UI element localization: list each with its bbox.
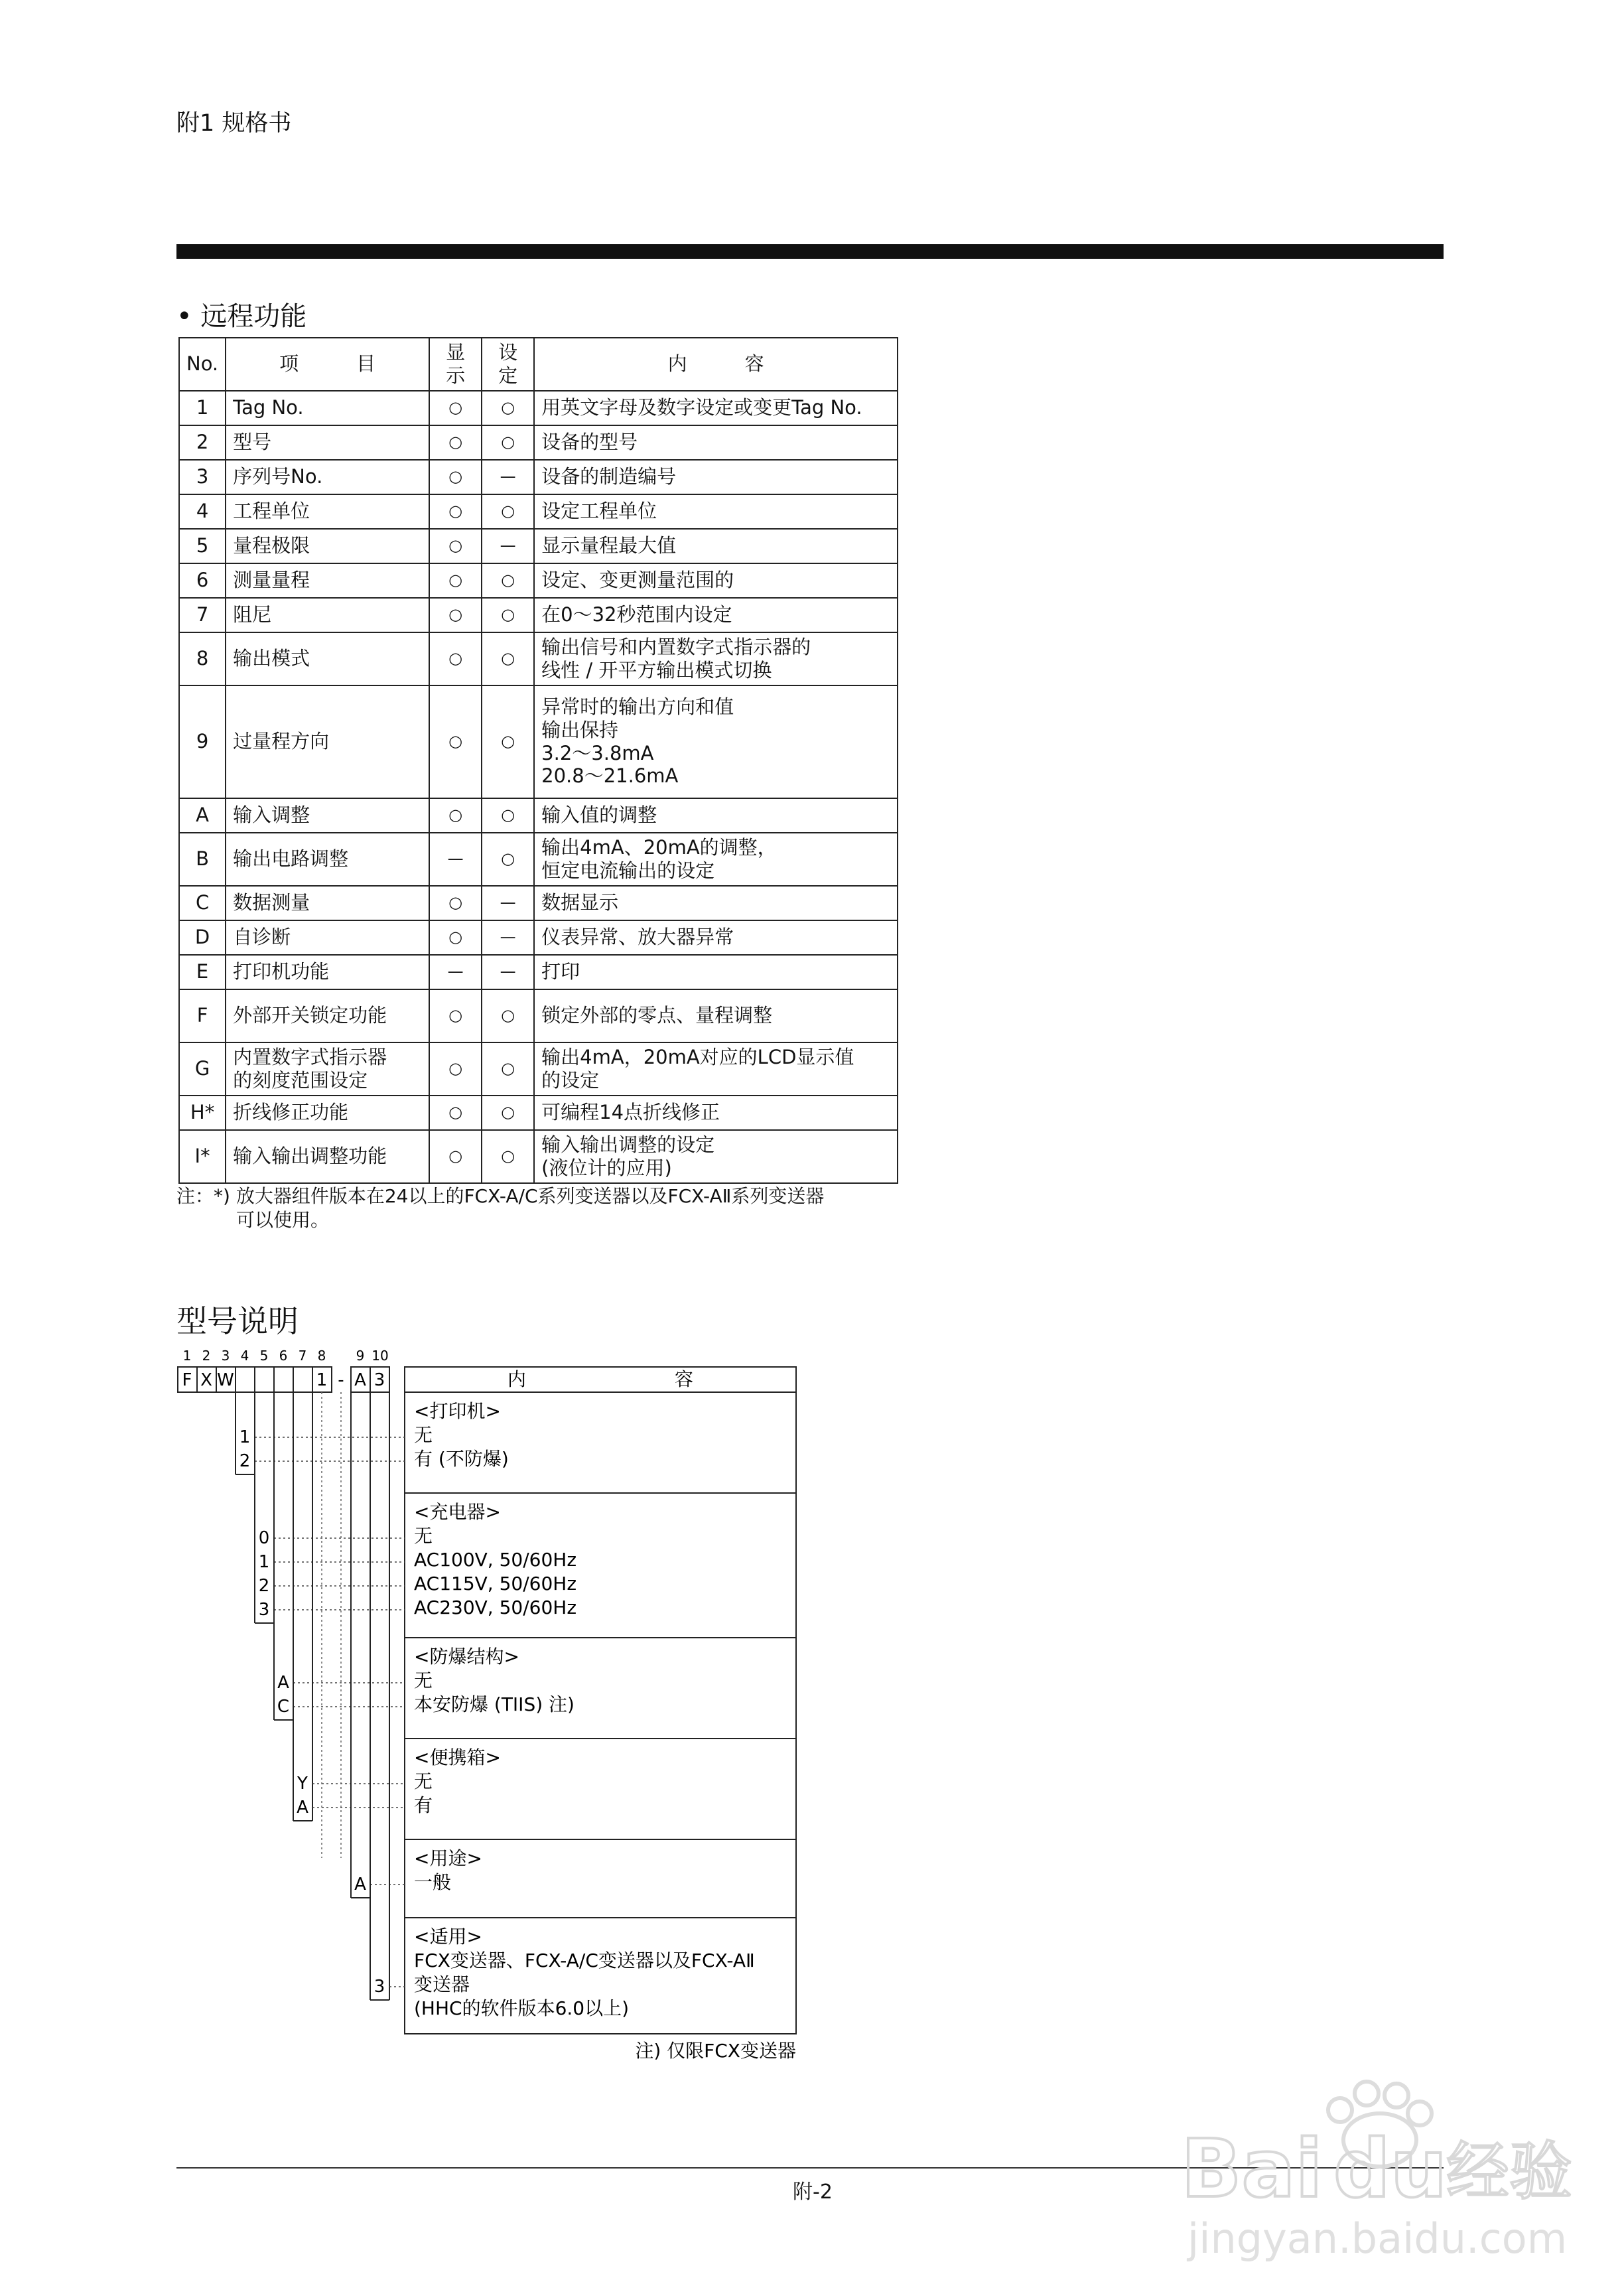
section-title-remote: • 远程功能 <box>176 301 307 332</box>
row-setting: — <box>482 529 534 563</box>
section-title-model: 型号说明 <box>176 1303 299 1339</box>
row-no: 6 <box>179 563 226 598</box>
row-setting: ○ <box>482 563 534 598</box>
group-code: 1 <box>258 1552 270 1572</box>
code-box <box>274 1367 293 1392</box>
model-code-diagram <box>172 1340 836 2084</box>
group-item: 有 (不防爆) <box>414 1448 509 1470</box>
col-item: 项 目 <box>226 338 429 391</box>
group-item: AC115V, 50/60Hz <box>414 1573 577 1595</box>
row-item: 输入输出调整功能 <box>226 1130 429 1183</box>
table-row <box>179 685 898 798</box>
row-item: 序列号No. <box>226 460 429 494</box>
row-content: 输出4mA，20mA对应的LCD显示值 的设定 <box>534 1042 898 1096</box>
row-item: 输出电路调整 <box>226 833 429 886</box>
group-code: 0 <box>258 1528 270 1548</box>
group-item: 无 <box>414 1525 433 1547</box>
row-content: 仪表异常、放大器异常 <box>534 920 898 955</box>
col-display: 显示 <box>429 338 482 391</box>
code-char: A <box>354 1370 366 1390</box>
table-row <box>179 529 898 563</box>
row-content: 在0～32秒范围内设定 <box>534 598 898 632</box>
table-row <box>179 425 898 460</box>
group-title: <便携箱> <box>414 1746 501 1768</box>
baidu-watermark <box>1174 2064 1586 2263</box>
row-setting: — <box>482 460 534 494</box>
code-char: W <box>217 1370 234 1390</box>
row-item: 过量程方向 <box>226 685 429 798</box>
row-display: ○ <box>429 920 482 955</box>
group-code: A <box>354 1875 366 1894</box>
col-setting: 设定 <box>482 338 534 391</box>
digit-label: 6 <box>279 1348 288 1364</box>
group-code: 3 <box>373 1977 385 1997</box>
row-display: ○ <box>429 1130 482 1183</box>
row-setting: ○ <box>482 798 534 833</box>
row-setting: ○ <box>482 989 534 1042</box>
row-no: C <box>179 886 226 920</box>
row-setting: ○ <box>482 425 534 460</box>
row-display: ○ <box>429 632 482 685</box>
page-number: 附-2 <box>793 2180 833 2204</box>
table-row <box>179 886 898 920</box>
row-content: 输入输出调整的设定 (液位计的应用) <box>534 1130 898 1183</box>
row-item: 内置数字式指示器 的刻度范围设定 <box>226 1042 429 1096</box>
row-item: Tag No. <box>226 391 429 425</box>
row-item: 打印机功能 <box>226 955 429 989</box>
group-title: <防爆结构> <box>414 1646 519 1668</box>
table-row <box>179 391 898 425</box>
row-setting: ○ <box>482 632 534 685</box>
row-item: 测量量程 <box>226 563 429 598</box>
digit-label: 2 <box>202 1348 211 1364</box>
group-code: 2 <box>258 1576 270 1596</box>
row-no: 9 <box>179 685 226 798</box>
group-item: 变送器 <box>414 1973 470 1995</box>
row-no: I* <box>179 1130 226 1183</box>
table-row <box>179 598 898 632</box>
digit-label: 10 <box>372 1348 389 1364</box>
group-code: A <box>297 1798 308 1817</box>
row-display: ○ <box>429 798 482 833</box>
row-item: 折线修正功能 <box>226 1096 429 1130</box>
row-display: ○ <box>429 425 482 460</box>
row-display: ○ <box>429 685 482 798</box>
row-display: ○ <box>429 1042 482 1096</box>
row-content: 打印 <box>534 955 898 989</box>
row-content: 锁定外部的零点、量程调整 <box>534 989 898 1042</box>
table-row <box>179 494 898 529</box>
row-setting: ○ <box>482 1096 534 1130</box>
page-header: 附1 规格书 <box>176 110 292 137</box>
row-content: 可编程14点折线修正 <box>534 1096 898 1130</box>
row-setting: — <box>482 955 534 989</box>
row-setting: ○ <box>482 1130 534 1183</box>
remote-function-table <box>178 337 898 1184</box>
row-item: 工程单位 <box>226 494 429 529</box>
digit-label: 9 <box>356 1348 365 1364</box>
row-content: 设备的型号 <box>534 425 898 460</box>
digit-label: 8 <box>317 1348 326 1364</box>
row-setting: — <box>482 920 534 955</box>
table-row <box>179 460 898 494</box>
digit-label: 3 <box>221 1348 230 1364</box>
row-item: 阻尼 <box>226 598 429 632</box>
row-content: 输出信号和内置数字式指示器的 线性 / 开平方输出模式切换 <box>534 632 898 685</box>
row-setting: ○ <box>482 391 534 425</box>
row-content: 显示量程最大值 <box>534 529 898 563</box>
content-header: 内 容 <box>507 1368 694 1390</box>
watermark-url: jingyan.baidu.com <box>1187 2214 1568 2263</box>
row-display: ○ <box>429 1096 482 1130</box>
code-box <box>293 1367 312 1392</box>
watermark-brand: Bai <box>1181 2123 1323 2216</box>
row-item: 输出模式 <box>226 632 429 685</box>
row-display: ○ <box>429 563 482 598</box>
row-item: 数据测量 <box>226 886 429 920</box>
row-setting: — <box>482 886 534 920</box>
code-char: F <box>182 1370 192 1390</box>
group-item: AC230V, 50/60Hz <box>414 1597 577 1618</box>
row-setting: ○ <box>482 598 534 632</box>
group-item: 本安防爆 (TIIS) 注) <box>414 1693 575 1715</box>
table-note <box>176 1184 824 1233</box>
row-content: 设定工程单位 <box>534 494 898 529</box>
row-content: 异常时的输出方向和值 输出保持 3.2～3.8mA 20.8～21.6mA <box>534 685 898 798</box>
group-item: 无 <box>414 1670 433 1691</box>
digit-label: 1 <box>182 1348 192 1364</box>
table-row <box>179 989 898 1042</box>
row-no: E <box>179 955 226 989</box>
row-no: 2 <box>179 425 226 460</box>
group-code: 1 <box>239 1427 251 1447</box>
row-setting: ○ <box>482 1042 534 1096</box>
code-char: X <box>200 1370 212 1390</box>
row-no: 8 <box>179 632 226 685</box>
group-item: 无 <box>414 1424 433 1446</box>
code-char: 3 <box>373 1370 385 1390</box>
table-row <box>179 920 898 955</box>
row-display: — <box>429 833 482 886</box>
note-line-2: 可以使用。 <box>236 1209 330 1232</box>
group-code: 2 <box>239 1451 251 1471</box>
row-no: 4 <box>179 494 226 529</box>
row-no: G <box>179 1042 226 1096</box>
row-content: 数据显示 <box>534 886 898 920</box>
code-char: 1 <box>316 1370 328 1390</box>
table-row <box>179 563 898 598</box>
row-display: ○ <box>429 391 482 425</box>
row-item: 量程极限 <box>226 529 429 563</box>
table-row <box>179 1042 898 1096</box>
col-no: No. <box>179 338 226 391</box>
row-no: 3 <box>179 460 226 494</box>
row-no: 5 <box>179 529 226 563</box>
group-title: <充电器> <box>414 1501 501 1523</box>
digit-label: 5 <box>259 1348 269 1364</box>
row-display: ○ <box>429 494 482 529</box>
code-char: - <box>338 1370 344 1390</box>
table-row <box>179 798 898 833</box>
row-item: 外部开关锁定功能 <box>226 989 429 1042</box>
row-content: 输出4mA、20mA的调整， 恒定电流输出的设定 <box>534 833 898 886</box>
row-no: 1 <box>179 391 226 425</box>
group-item: 无 <box>414 1770 433 1792</box>
row-content: 设定、变更测量范围的 <box>534 563 898 598</box>
row-setting: ○ <box>482 494 534 529</box>
row-item: 输入调整 <box>226 798 429 833</box>
row-content: 用英文字母及数字设定或变更Tag No. <box>534 391 898 425</box>
note-line-1: 注：*) 放大器组件版本在24以上的FCX-A/C系列变送器以及FCX-AⅡ系列变送器 <box>176 1185 825 1207</box>
group-code: A <box>277 1673 289 1693</box>
group-title: <适用> <box>414 1926 482 1948</box>
digit-label: 7 <box>298 1348 307 1364</box>
row-item: 自诊断 <box>226 920 429 955</box>
row-item: 型号 <box>226 425 429 460</box>
row-display: ○ <box>429 529 482 563</box>
code-box <box>255 1367 274 1392</box>
row-no: 7 <box>179 598 226 632</box>
col-content: 内 容 <box>534 338 898 391</box>
code-box <box>236 1367 255 1392</box>
watermark-brand-2: du <box>1333 2123 1448 2216</box>
group-item: 有 <box>414 1794 433 1816</box>
watermark-brand-3: 经验 <box>1446 2135 1573 2208</box>
row-no: B <box>179 833 226 886</box>
table-row <box>179 632 898 685</box>
group-item: FCX变送器、FCX-A/C变送器以及FCX-AⅡ <box>414 1950 755 1971</box>
top-rule <box>176 244 1444 259</box>
row-display: ○ <box>429 989 482 1042</box>
model-footnote: 注) 仅限FCX变送器 <box>635 2040 796 2062</box>
table-row <box>179 955 898 989</box>
row-no: A <box>179 798 226 833</box>
row-setting: ○ <box>482 685 534 798</box>
row-display: ○ <box>429 460 482 494</box>
group-item: 一般 <box>414 1871 452 1893</box>
row-no: D <box>179 920 226 955</box>
digit-label: 4 <box>240 1348 249 1364</box>
group-code: C <box>277 1697 290 1717</box>
row-content: 输入值的调整 <box>534 798 898 833</box>
row-no: H* <box>179 1096 226 1130</box>
row-display: ○ <box>429 886 482 920</box>
table-header-row <box>179 338 898 391</box>
group-item: AC100V, 50/60Hz <box>414 1549 577 1571</box>
row-display: ○ <box>429 598 482 632</box>
group-code: 3 <box>258 1600 270 1620</box>
group-code: Y <box>297 1774 308 1794</box>
group-title: <打印机> <box>414 1400 501 1422</box>
group-title: <用途> <box>414 1847 482 1869</box>
table-row <box>179 1096 898 1130</box>
table-row <box>179 1130 898 1183</box>
row-no: F <box>179 989 226 1042</box>
row-display: — <box>429 955 482 989</box>
row-setting: ○ <box>482 833 534 886</box>
row-content: 设备的制造编号 <box>534 460 898 494</box>
table-row <box>179 833 898 886</box>
group-item: (HHC的软件版本6.0以上) <box>414 1997 630 2019</box>
